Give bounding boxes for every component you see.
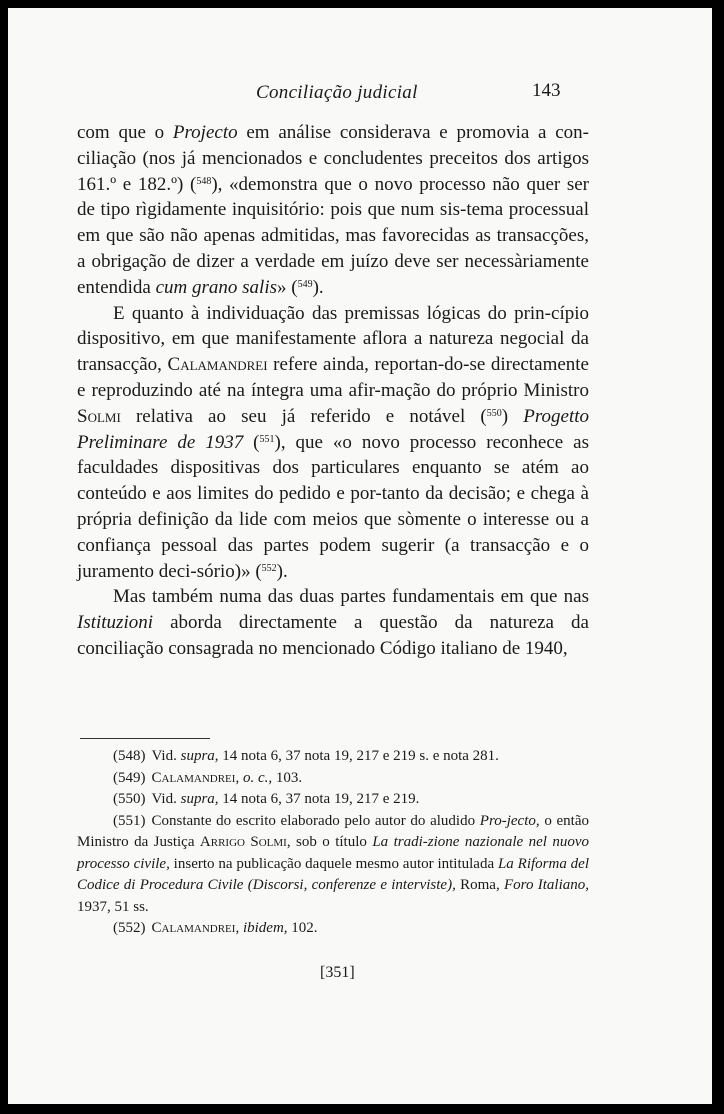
page-number: 143	[532, 80, 561, 101]
footnote-552: (552) Calamandrei, ibidem, 102.	[113, 920, 318, 936]
folio-number: [351]	[320, 964, 355, 981]
paragraph: E quanto à individuação das premissas lógicas do prin-cípio dispositivo, em que manifestamente aflora a natureza negocial da transacção, Calamandrei refere ainda, reportan-do-se directamente e reproduzindo até na íntegra uma afir-mação do próprio Ministro Solmi relativa ao seu já referido e notável ($^{550}$) Progetto Preliminare de 1937 ($^{551}$), que «o novo processo reconhece as faculdades dispositivas dos particulares enquanto se atém ao conteúdo e aos limites do pedido e por-tanto da decisão; e chega à própria definição da lide com meios que sòmente o interesse ou a confiança pessoal das partes podem sugerir (a transacção e o juramento deci-sório)» ($^{552}$).	[77, 302, 590, 582]
running-header	[8, 80, 712, 110]
footnote-ref: 550	[486, 407, 502, 419]
footnotes	[77, 746, 589, 940]
footnote-550: (550) Vid. supra, 14 nota 6, 37 nota 19, 217 e 219.	[113, 791, 420, 807]
main-text	[77, 120, 589, 662]
footnote-ref: 549	[297, 278, 313, 290]
paragraph: Mas também numa das duas partes fundamentais em que nas Istituzioni aborda directamente a questão da natureza da conciliação consagrada no mencionado Código italiano de 1940,	[77, 586, 589, 659]
running-title: Conciliação judicial	[256, 82, 418, 103]
footnote-ref: 548	[196, 175, 212, 187]
paragraph: com que o Projecto em análise considerava e promovia a con-ciliação (nos já mencionados e concludentes preceitos dos artigos 161.º e 182.º) ($^{548}$), «demonstra que o novo processo não quer ser de tipo rìgidamente inquisitório: pois que num sis-tema processual em que são não apenas admitidas, mas favorecidas as transacções, a obrigação de dizer a verdade em juízo deve ser necessàriamente entendida cum grano salis» ($^{549}$).	[77, 122, 590, 298]
footnote-ref: 552	[261, 562, 277, 574]
footnote-separator	[80, 738, 210, 739]
book-page	[8, 8, 712, 1104]
footnote-551: (551) Constante do escrito elaborado pelo autor do aludido Pro-jecto, o então Ministro da Justiça Arrigo Solmi, sob o título La tradi-zione nazionale nel nuovo processo civile, inserto na publicação daquele mesmo autor intitulada La Riforma del Codice di Procedura Civile (Discorsi, conferenze e interviste), Roma, Foro Italiano, 1937, 51 ss.	[77, 812, 590, 915]
author-name: Calamandrei	[167, 354, 268, 376]
footnote-ref: 551	[259, 433, 275, 445]
footnote-548: (548) Vid. supra, 14 nota 6, 37 nota 19, 217 e 219 s. e nota 281.	[113, 748, 499, 764]
author-name: Solmi	[77, 405, 121, 427]
footnote-549: (549) Calamandrei, o. c., 103.	[113, 769, 303, 786]
